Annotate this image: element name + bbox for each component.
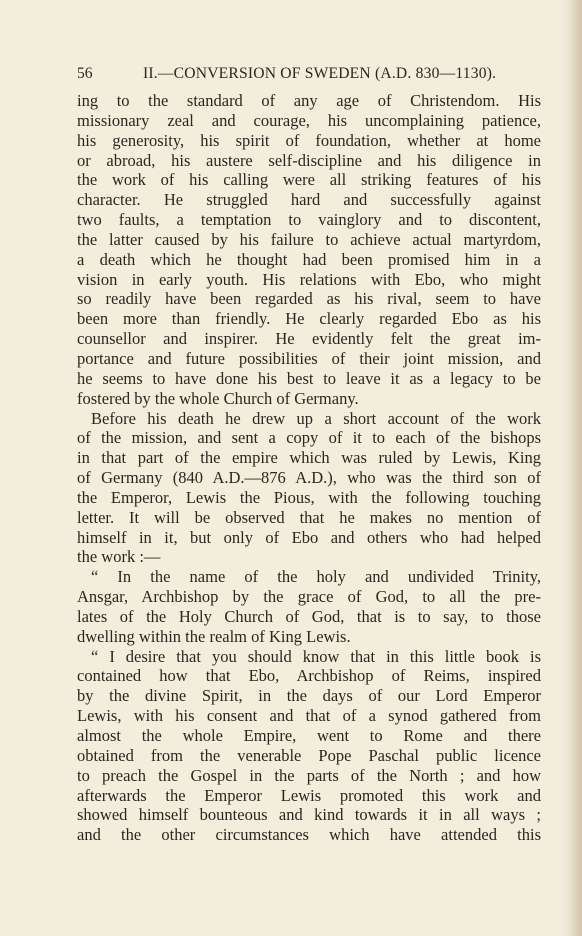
text-line: in that part of the empire which was ruled by Lewis, King (77, 448, 541, 468)
text-line: dwelling within the realm of King Lewis. (77, 626, 351, 646)
text-line: to preach the Gospel in the parts of the North ; and how (77, 765, 541, 785)
text-line: letter. It will be observed that he makes no mention of (77, 507, 541, 527)
running-head: II.—CONVERSION OF SWEDEN (A.D. 830—1130). (143, 65, 497, 82)
text-line: and the other circumstances which have attended this (77, 825, 541, 845)
text-line: the latter caused by his failure to achieve actual martyrdom, (77, 229, 541, 249)
page-edge-shadow (570, 0, 582, 936)
text-line: the work :— (77, 547, 161, 567)
text-line: counsellor and inspirer. He evidently felt the great im- (77, 329, 541, 349)
text-line: fostered by the whole Church of Germany. (77, 388, 359, 408)
text-line: by the divine Spirit, in the days of our Lord Emperor (77, 686, 541, 706)
text-line: portance and future possibilities of their joint mission, and (77, 348, 541, 368)
text-line: the work of his calling were all striking features of his (77, 170, 541, 190)
page-header (77, 63, 547, 85)
text-line: lates of the Holy Church of God, that is to say, to those (77, 606, 541, 626)
page-number: 56 (77, 65, 93, 82)
text-line: a death which he thought had been promised him in a (77, 249, 541, 269)
text-line: he seems to have done his best to leave it as a legacy to be (77, 368, 541, 388)
text-line: showed himself bounteous and kind towards it in all ways ; (77, 805, 541, 825)
text-line: contained how that Ebo, Archbishop of Reims, inspired (77, 666, 541, 686)
text-line: ing to the standard of any age of Christendom. His (77, 91, 541, 110)
text-line: Ansgar, Archbishop by the grace of God, to all the pre- (77, 587, 541, 607)
text-line: or abroad, his austere self-discipline and his diligence in (77, 150, 541, 170)
text-line: himself in it, but only of Ebo and others who had helped (77, 527, 541, 547)
text-line: vision in early youth. His relations with Ebo, who might (77, 269, 541, 289)
text-line: Lewis, with his consent and that of a synod gathered from (77, 706, 541, 726)
body-text (77, 91, 541, 845)
text-line: Before his death he drew up a short account of the work (91, 408, 541, 428)
text-line: almost the whole Empire, went to Rome and there (77, 726, 541, 745)
text-line: obtained from the venerable Pope Paschal public licence (77, 745, 541, 765)
text-line: “ In the name of the holy and undivided Trinity, (91, 567, 541, 587)
text-line: afterwards the Emperor Lewis promoted this work and (77, 785, 541, 805)
text-line: of Germany (840 A.D.—876 A.D.), who was the third son of (77, 468, 541, 488)
text-line: “ I desire that you should know that in this little book is (91, 646, 541, 666)
text-line: character. He struggled hard and successfully against (77, 190, 541, 210)
text-line: missionary zeal and courage, his uncomplaining patience, (77, 110, 541, 130)
text-line: two faults, a temptation to vainglory and to discontent, (77, 210, 541, 230)
text-line: been more than friendly. He clearly regarded Ebo as his (77, 309, 541, 329)
text-line: of the mission, and sent a copy of it to each of the bishops (77, 428, 541, 448)
text-line: his generosity, his spirit of foundation, whether at home (77, 130, 541, 150)
text-line: so readily have been regarded as his rival, seem to have (77, 289, 541, 309)
text-line: the Emperor, Lewis the Pious, with the following touching (77, 487, 541, 507)
